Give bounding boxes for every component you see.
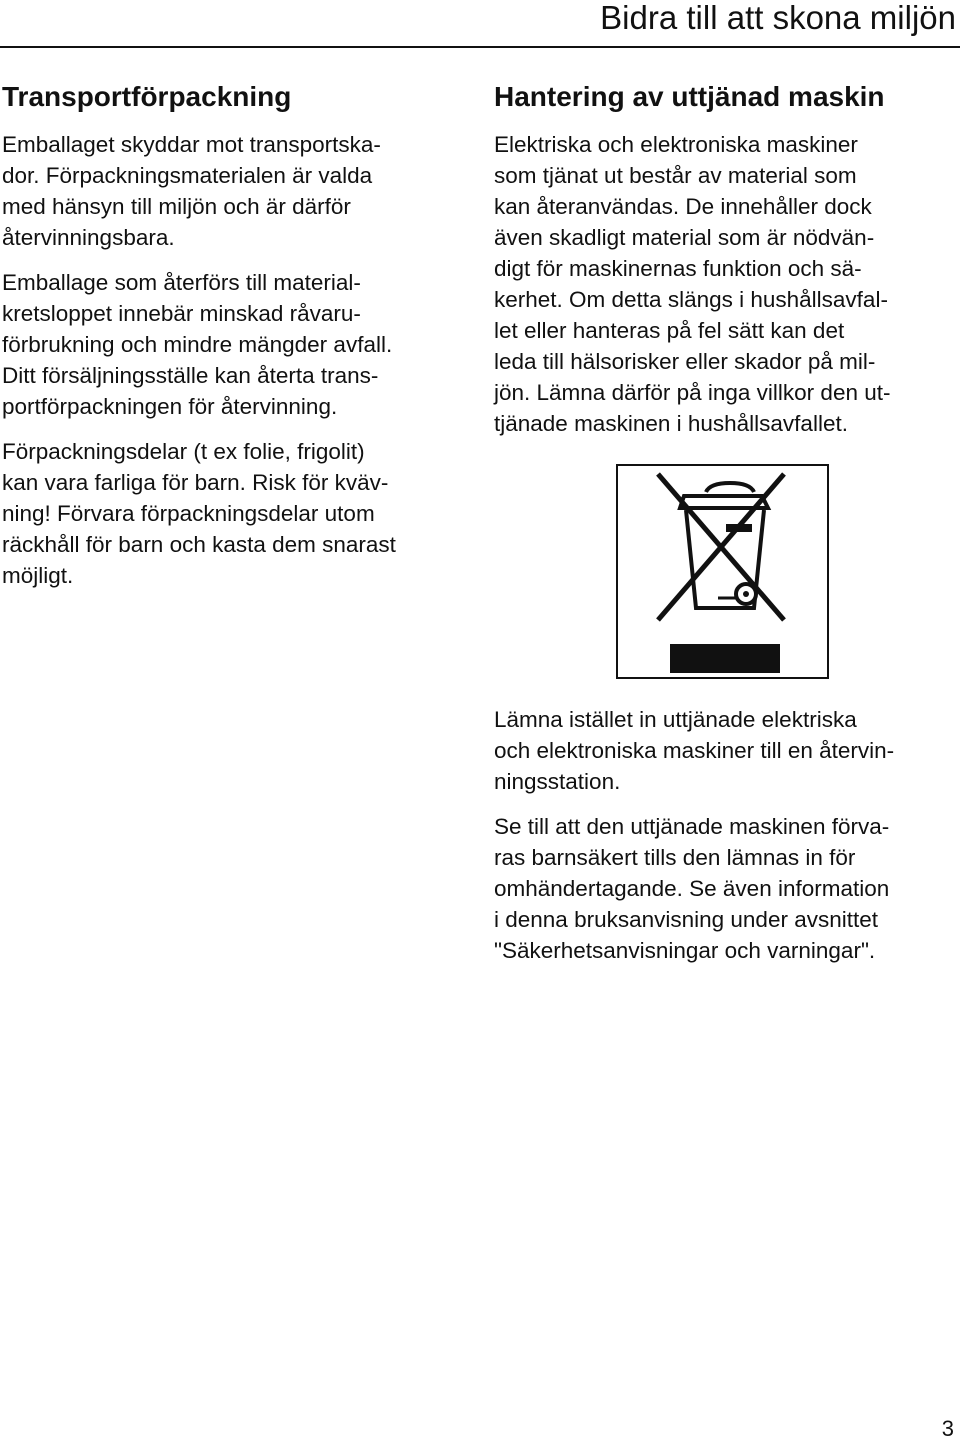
text-line: möjligt.	[2, 563, 74, 588]
text-line: Elektriska och elektroniska maskiner	[494, 132, 858, 157]
text-line: Förpackningsdelar (t ex folie, frigolit)	[2, 439, 365, 464]
text-line: portförpackningen för återvinning.	[2, 394, 338, 419]
weee-symbol-frame	[616, 464, 829, 679]
text-line: räckhåll för barn och kasta dem snarast	[2, 532, 396, 557]
paragraph-electronic-waste	[494, 129, 956, 439]
text-line: tjänade maskinen i hushållsavfallet.	[494, 411, 848, 436]
text-line: återvinningsbara.	[2, 225, 175, 250]
text-line: även skadligt material som är nödvän-	[494, 225, 875, 250]
text-line: ning! Förvara förpackningsdelar utom	[2, 501, 375, 526]
text-line: omhändertagande. Se även information	[494, 876, 890, 901]
text-line: let eller hanteras på fel sätt kan det	[494, 318, 845, 343]
paragraph-child-safe-storage	[494, 811, 956, 966]
crossed-out-wheelie-bin-icon	[618, 466, 827, 677]
text-line: digt för maskinernas funktion och sä-	[494, 256, 862, 281]
text-line: dor. Förpackningsmaterialen är valda	[2, 163, 373, 188]
page-number: 3	[941, 1416, 954, 1441]
page-header-title: Bidra till att skona miljön	[600, 0, 956, 36]
old-machine-handling-section	[494, 78, 956, 453]
recycling-instructions-section	[494, 704, 956, 980]
text-line: Emballaget skyddar mot transportska-	[2, 132, 381, 157]
transport-packaging-section	[2, 78, 472, 605]
text-line: kretsloppet innebär minskad råvaru-	[2, 301, 361, 326]
text-line: kan återanvändas. De innehåller dock	[494, 194, 872, 219]
paragraph-packaging-recycling	[2, 267, 472, 422]
text-line: Emballage som återförs till material-	[2, 270, 361, 295]
text-line: "Säkerhetsanvisningar och varningar".	[494, 938, 876, 963]
text-line: Lämna istället in uttjänade elektriska	[494, 707, 857, 732]
section-heading-old-machine: Hantering av uttjänad maskin	[494, 81, 885, 112]
text-line: ras barnsäkert tills den lämnas in för	[494, 845, 856, 870]
text-line: Se till att den uttjänade maskinen förva-	[494, 814, 890, 839]
paragraph-packaging-protects	[2, 129, 472, 253]
text-line: i denna bruksanvisning under avsnittet	[494, 907, 878, 932]
text-line: som tjänat ut består av material som	[494, 163, 857, 188]
text-line: jön. Lämna därför på inga villkor den ut-	[494, 380, 891, 405]
text-line: förbrukning och mindre mängder avfall.	[2, 332, 393, 357]
paragraph-recycling-station	[494, 704, 956, 797]
text-line: leda till hälsorisker eller skador på mil-	[494, 349, 876, 374]
text-line: och elektroniska maskiner till en återvin-	[494, 738, 895, 763]
text-line: ningsstation.	[494, 769, 621, 794]
text-line: Ditt försäljningsställe kan återta trans-	[2, 363, 379, 388]
text-line: kan vara farliga för barn. Risk för kväv-	[2, 470, 389, 495]
paragraph-packaging-child-warning	[2, 436, 472, 591]
text-line: med hänsyn till miljön och är därför	[2, 194, 351, 219]
header-divider	[0, 46, 960, 48]
text-line: kerhet. Om detta slängs i hushållsavfal-	[494, 287, 888, 312]
section-heading-transport-packaging: Transportförpackning	[2, 81, 292, 112]
